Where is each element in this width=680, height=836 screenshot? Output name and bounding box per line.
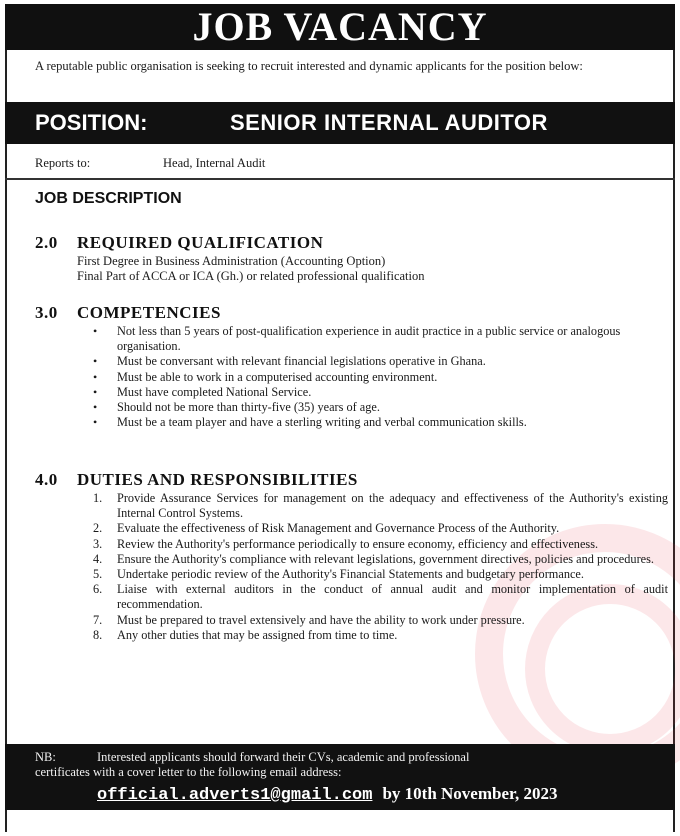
section-number: 4.0 (35, 470, 58, 489)
section-divider (5, 178, 675, 180)
item-text: Undertake periodic review of the Authority's Financial Statements and budgetary performance. (117, 567, 584, 582)
item-number: 7. (93, 612, 103, 627)
section-number: 2.0 (35, 233, 58, 252)
qualification-line: Final Part of ACCA or ICA (Gh.) or related professional qualification (77, 269, 425, 283)
position-label: POSITION: (35, 110, 148, 135)
item-text: Ensure the Authority's compliance with relevant legislations, government directives, policies and procedures. (117, 551, 654, 566)
reports-to-value: Head, Internal Audit (163, 156, 266, 170)
job-vacancy-advert (5, 4, 675, 832)
note-label: NB: (35, 750, 56, 764)
item-text: Provide Assurance Services for management on the adequacy and effectiveness of the Authority's existing Internal Control Systems. (117, 491, 668, 521)
item-number: 4. (93, 551, 103, 566)
list-item (93, 567, 668, 582)
duties-heading (35, 470, 358, 490)
email-link[interactable]: official.adverts1@gmail.com (97, 786, 373, 805)
deadline-text: by 10th November, 2023 (382, 784, 558, 803)
qualification-heading (35, 233, 323, 253)
list-item: • Not less than 5 years of post-qualification experience in audit practice in a public service or analogous organisation. (93, 324, 668, 354)
item-number: 3. (93, 536, 103, 551)
item-number: 8. (93, 627, 103, 642)
section-title: COMPETENCIES (77, 303, 221, 322)
duties-list (93, 491, 668, 643)
list-item (93, 628, 668, 643)
item-text: Liaise with external auditors in the conduct of annual audit and monitor implementation of audit recommendation. (117, 582, 668, 612)
list-item (93, 552, 668, 567)
competencies-heading (35, 303, 221, 323)
item-number: 1. (93, 491, 103, 505)
item-text: Any other duties that may be assigned from time to time. (117, 627, 398, 642)
section-title: DUTIES AND RESPONSIBILITIES (77, 470, 358, 489)
note-text: Interested applicants should forward their CVs, academic and professional (97, 750, 470, 764)
list-item: • Must have completed National Service. (93, 385, 668, 400)
qualification-list (77, 254, 425, 284)
reports-to-label: Reports to: (35, 156, 91, 170)
list-item (93, 582, 668, 612)
reports-to (35, 156, 266, 171)
position-title: SENIOR INTERNAL AUDITOR (230, 110, 548, 135)
section-number: 3.0 (35, 303, 58, 322)
list-item (93, 613, 668, 628)
intro-text: A reputable public organisation is seeking to recruit interested and dynamic applicants for the position below: (35, 59, 583, 73)
list-item (93, 521, 668, 536)
item-text: Evaluate the effectiveness of Risk Management and Governance Process of the Authority. (117, 521, 560, 536)
list-item (93, 491, 668, 521)
list-item (93, 537, 668, 552)
contact-line (97, 784, 558, 805)
competencies-list (93, 324, 668, 430)
item-number: 5. (93, 567, 103, 582)
note-text: certificates with a cover letter to the following email address: (35, 765, 342, 779)
item-number: 2. (93, 521, 103, 536)
position-banner (5, 102, 675, 144)
section-title: REQUIRED QUALIFICATION (77, 233, 324, 252)
job-description-heading: JOB DESCRIPTION (35, 190, 182, 207)
note-line (35, 750, 469, 765)
page-title: JOB VACANCY (5, 4, 675, 50)
item-text: Must be prepared to travel extensively and have the ability to work under pressure. (117, 612, 525, 627)
item-text: Review the Authority's performance periodically to ensure economy, efficiency and effectiveness. (117, 536, 599, 551)
list-item: • Must be conversant with relevant financial legislations operative in Ghana. (93, 354, 668, 369)
list-item: • Should not be more than thirty-five (35) years of age. (93, 400, 668, 415)
list-item: • Must be able to work in a computerised accounting environment. (93, 370, 668, 385)
list-item: • Must be a team player and have a sterling writing and verbal communication skills. (93, 415, 668, 430)
qualification-line: First Degree in Business Administration (Accounting Option) (77, 254, 386, 268)
item-number: 6. (93, 582, 103, 597)
application-note (5, 744, 675, 810)
